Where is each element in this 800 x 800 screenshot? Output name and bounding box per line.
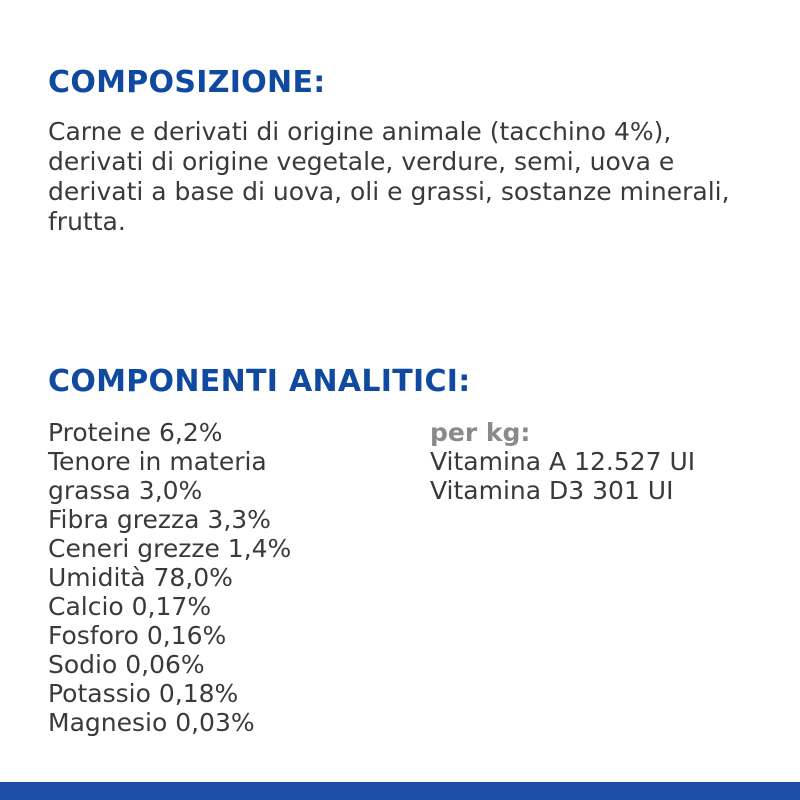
analytic-item-phosphorus: Fosforo 0,16% xyxy=(48,621,227,650)
analytic-item-calcium: Calcio 0,17% xyxy=(48,592,212,621)
analytic-item-fat-line2: grassa 3,0% xyxy=(48,476,203,505)
analytic-item-potassium: Potassio 0,18% xyxy=(48,679,239,708)
footer-color-bar xyxy=(0,782,800,800)
vitamin-d3-item: Vitamina D3 301 UI xyxy=(430,476,674,505)
analytic-components-list xyxy=(48,418,368,737)
composition-text: Carne e derivati di origine animale (tacchino 4%), derivati di origine vegetale, verdure, semi, uova e derivati a base di uova, oli e grassi, sostanze minerali, frutta. xyxy=(48,117,730,236)
analytic-item-fat-line1: Tenore in materia xyxy=(48,447,267,476)
analytic-item-fiber: Fibra grezza 3,3% xyxy=(48,505,271,534)
analytics-heading: COMPONENTI ANALITICI: xyxy=(48,364,471,399)
vitamin-a-item: Vitamina A 12.527 UI xyxy=(430,447,696,476)
analytic-item-protein: Proteine 6,2% xyxy=(48,418,223,447)
vitamins-per-kg-block xyxy=(430,418,770,505)
per-kg-label: per kg: xyxy=(430,418,531,447)
analytic-item-magnesium: Magnesio 0,03% xyxy=(48,708,255,737)
analytic-item-moisture: Umidità 78,0% xyxy=(48,563,233,592)
analytic-item-sodium: Sodio 0,06% xyxy=(48,650,205,679)
analytic-item-ash: Ceneri grezze 1,4% xyxy=(48,534,292,563)
composition-heading: COMPOSIZIONE: xyxy=(48,65,326,100)
